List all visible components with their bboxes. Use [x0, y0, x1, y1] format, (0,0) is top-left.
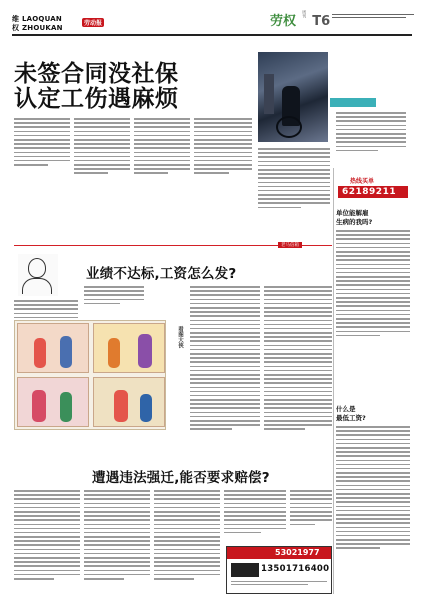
photo-credit-strip — [330, 98, 376, 107]
portrait-head — [28, 258, 46, 278]
mid-col-3 — [190, 286, 260, 462]
cartoon-fig-8 — [140, 394, 152, 422]
portrait-body — [22, 278, 52, 294]
section-sub: 周刊 — [302, 10, 308, 18]
ad-phone-2: 13501716400 — [261, 564, 330, 574]
cartoon-fig-1 — [34, 338, 46, 368]
cartoon-cell-3 — [17, 377, 89, 427]
cartoon-cell-1 — [17, 323, 89, 373]
top-col-2 — [74, 118, 130, 236]
hotline-number: 62189211 — [338, 186, 408, 198]
sidebar-title: 单位能解雇 — [336, 209, 369, 217]
cartoon-fig-4 — [138, 334, 152, 368]
cartoon-cell-2 — [93, 323, 165, 373]
bottom-col-5 — [290, 490, 332, 542]
photo-wheel — [276, 116, 302, 138]
cartoon-fig-2 — [60, 336, 72, 368]
mid-headline: 业绩不达标,工资怎么发? — [86, 266, 237, 282]
right-column-rule — [333, 168, 334, 594]
brand-cn-b: 权 — [12, 24, 19, 32]
section-bar — [14, 242, 332, 250]
cartoon-bottom-row — [17, 377, 165, 427]
brand-cn-a: 维 — [12, 15, 19, 23]
section-label: 劳权 — [270, 14, 297, 29]
cartoon-top-row — [17, 323, 165, 373]
top-headline-line2: 认定工伤遇麻烦 — [14, 86, 179, 112]
cartoon-fig-3 — [108, 338, 120, 368]
brand-en-2: ZHOUKAN — [22, 24, 63, 32]
right-top-text — [336, 112, 406, 172]
hotline-box — [338, 176, 408, 202]
bottom-col-2 — [84, 490, 150, 594]
top-headline-line1: 未签合同没社保 — [14, 61, 179, 87]
top-body — [14, 118, 254, 236]
bottom-col-3 — [154, 490, 220, 594]
ad-footer — [231, 581, 327, 585]
ad-logo-block — [231, 563, 259, 577]
sidebar-story — [336, 208, 410, 370]
cartoon-fig-5 — [32, 390, 46, 422]
bottom-col-4 — [224, 490, 286, 542]
page-number: T6 — [312, 14, 331, 29]
photo-person — [264, 74, 274, 114]
brand-en-1: LAOQUAN — [22, 15, 62, 23]
cartoon-panel — [14, 320, 166, 430]
masthead-brand — [12, 12, 132, 34]
section-title — [270, 10, 330, 30]
columnist-portrait — [18, 254, 58, 296]
top-col-3 — [134, 118, 190, 236]
mid-col-4 — [264, 286, 332, 462]
sidebar-subtitle: 生病的我吗? — [336, 218, 373, 226]
mid-col-2 — [84, 286, 144, 316]
sidebar-text — [336, 230, 410, 360]
section-bar-label: 老马信箱 — [278, 242, 302, 248]
ad-phone-1: 53021977 — [275, 548, 320, 557]
lower-headline-2: 最低工资? — [336, 414, 366, 422]
bottom-headline: 遭遇违法强迁,能否要求赔偿? — [92, 470, 270, 486]
top-photo — [258, 52, 328, 142]
mid-right-text — [258, 148, 330, 226]
cartoon-fig-7 — [114, 390, 128, 422]
cartoon-fig-6 — [60, 392, 72, 422]
lower-sidebar — [336, 404, 410, 584]
lower-headline: 什么是 — [336, 405, 356, 413]
cartoon-cell-4 — [93, 377, 165, 427]
cartoon-caption: 看图大侠 — [177, 326, 183, 348]
ad-box — [226, 546, 332, 594]
masthead — [12, 10, 412, 44]
top-col-4 — [194, 118, 252, 236]
masthead-meta — [332, 14, 414, 20]
lower-sidebar-text — [336, 426, 410, 576]
newspaper-seal: 劳动报 — [84, 20, 103, 27]
masthead-rule — [12, 34, 412, 36]
hotline-title: 热线买单 — [350, 178, 375, 185]
bottom-col-1 — [14, 490, 80, 594]
top-col-1 — [14, 118, 70, 236]
top-headline — [14, 62, 244, 112]
